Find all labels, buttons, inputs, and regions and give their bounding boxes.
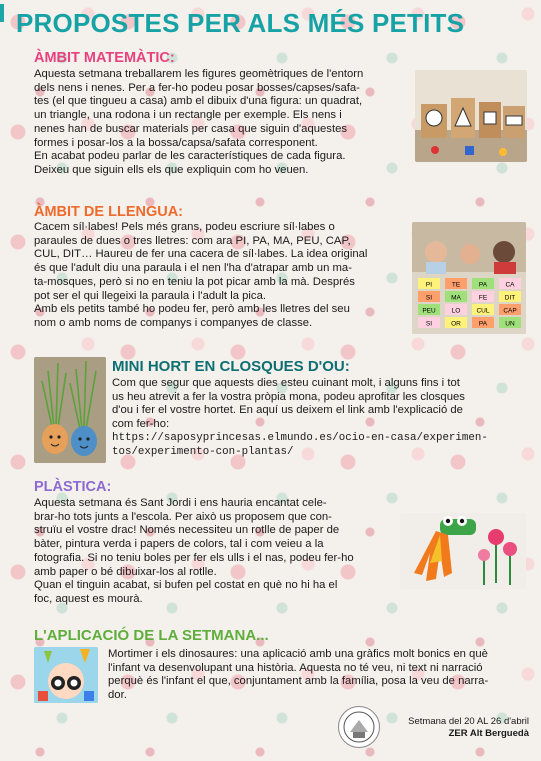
math-heading: ÀMBIT MATEMÀTIC:	[34, 50, 175, 66]
language-line: nom o amb noms de companys i companyes de classe.	[34, 316, 313, 329]
accent-bar	[0, 4, 4, 22]
garden-link[interactable]: https://saposyprincesas.elmundo.es/ocio-en-casa/experimen-	[112, 431, 488, 444]
syllable-card-label: LO	[451, 307, 461, 315]
math-line: tes (el que tingueu a casa) amb el dibuix d'una figura: un quadrat,	[34, 95, 363, 108]
app-line: dor.	[108, 689, 127, 702]
syllable-card-label: CAP	[503, 307, 517, 315]
language-line: és que l'adult diu una paraula i el nen l'ha d'atrapar amb un ma-	[34, 262, 352, 275]
app-text	[108, 648, 526, 703]
art-line: foc, aquest es mourà.	[34, 592, 143, 605]
garden-text	[112, 377, 526, 459]
syllable-card-label: UN	[505, 320, 515, 328]
art-heading: PLÀSTICA:	[34, 479, 112, 495]
school-logo-mark	[342, 710, 376, 744]
language-line: Amb els petits també ho podeu fer, però amb les lletres del seu	[34, 303, 350, 316]
syllable-card-label: MA	[451, 294, 461, 302]
art-line: bàter, pintura verda i papers de colors, tal i com veieu a la	[34, 538, 324, 551]
garden-link[interactable]: tos/experimento-con-plantas/	[112, 445, 294, 458]
art-line: fotografia. Si no teniu boles per fer els ulls i el nas, podeu fer-ho	[34, 551, 354, 564]
art-line: amb paper o bé dibuixar-los al rotlle.	[34, 565, 217, 578]
syllable-game-photo	[412, 222, 526, 334]
math-line: En acabat podeu parlar de les característiques de cada figura.	[34, 150, 346, 163]
page-title: PROPOSTES PER ALS MÉS PETITS	[16, 8, 465, 38]
syllable-card-label: CA	[505, 281, 515, 289]
school-logo	[338, 706, 380, 748]
syllable-game-illustration	[412, 222, 526, 334]
shapes-bags-illustration	[415, 70, 527, 162]
syllable-card-label: FE	[478, 294, 488, 302]
art-line: struïu el vostre drac! Només necessiteu un rotlle de paper de	[34, 524, 340, 537]
syllable-card-label: SI	[425, 320, 433, 328]
syllable-card-label: DIT	[504, 294, 516, 302]
garden-line: Com que segur que aquests dies esteu cuinant molt, i alguns fins i tot	[112, 377, 460, 389]
garden-line: d'ou i fer el vostre hortet. En aquí us deixem el link amb l'explicació de	[112, 404, 463, 417]
art-line: brar-ho tots junts a l'escola. Per això us proposem que con-	[34, 510, 332, 523]
eggshell-garden-illustration	[34, 357, 106, 463]
language-line: CUL, DIT… Haureu de fer una cacera de síl·labes. La idea original	[34, 248, 368, 261]
syllable-card-label: OR	[451, 320, 461, 328]
garden-line: us heu atrevit a fer la vostra pròpia mona, podeu aprofitar les closques	[112, 390, 465, 403]
art-line: Quan el tinguin acabat, si bufen pel costat en què no hi ha el	[34, 579, 338, 592]
language-line: paraules de dues o tres lletres: com ara PI, PA, MA, PEU, CAP,	[34, 234, 351, 247]
shapes-bags-photo	[415, 70, 527, 162]
language-line: Cacem síl·labes! Pels més grans, podeu escriure síl·labes o	[34, 221, 335, 233]
mortimer-app-icon	[34, 647, 98, 703]
math-line: dels nens i nenes. Per a fer-ho podeu posar bosses/capses/safa-	[34, 81, 360, 94]
syllable-card-label: SI	[425, 294, 433, 302]
footer-school: ZER Alt Berguedà	[448, 728, 529, 739]
app-icon-image	[34, 647, 98, 703]
app-line: Mortimer i els dinosaures: una aplicació amb una gràfics molt bonics en què	[108, 648, 488, 660]
language-line: pot ser el qui llegeixi la paraula i l'adult la pica.	[34, 289, 266, 302]
math-line: Aquesta setmana treballarem les figures geomètriques de l'entorn	[34, 68, 364, 80]
math-line: nenes han de buscar materials per casa que siguin d'aquestes	[34, 122, 348, 135]
dragon-craft-photo	[400, 513, 526, 589]
syllable-card-label: PI	[425, 281, 433, 289]
eggshell-garden-photo	[34, 357, 106, 463]
app-line: perquè és l'infant el que, conjuntament amb la família, posa la veu de narra-	[108, 675, 489, 688]
footer	[408, 716, 529, 740]
art-line: Aquesta setmana és Sant Jordi i ens hauria encantat cele-	[34, 497, 327, 509]
syllable-card-label: PA	[478, 320, 488, 328]
garden-line: com fer-ho:	[112, 418, 170, 431]
syllable-card-label: TE	[451, 281, 461, 289]
language-line: ta-mosques, però si no en teniu la pot picar amb la mà. Després	[34, 275, 355, 288]
art-text	[34, 497, 390, 607]
app-heading: L'APLICACIÓ DE LA SETMANA...	[34, 627, 269, 644]
math-line: un triangle, una rodona i un rectangle per exemple. Els nens i	[34, 109, 342, 122]
garden-heading: MINI HORT EN CLOSQUES D'OU:	[112, 358, 350, 375]
language-heading: ÀMBIT DE LLENGUA:	[34, 204, 184, 220]
language-text	[34, 221, 404, 331]
syllable-card-label: CUL	[476, 307, 490, 315]
math-line: Deixeu que siguin ells els que expliquin com ho veuen.	[34, 163, 309, 176]
syllable-card-label: PEU	[422, 307, 436, 315]
math-line: formes i posar-los a la bossa/capsa/safata corresponent.	[34, 136, 318, 149]
footer-week: Setmana del 20 AL 26 d'abril	[408, 716, 529, 727]
dragon-craft-illustration	[400, 513, 526, 589]
math-text	[34, 68, 410, 178]
app-line: l'infant va desenvolupant una història. Aquesta no té veu, ni text ni narració	[108, 661, 483, 674]
syllable-card-label: PA	[478, 281, 488, 289]
